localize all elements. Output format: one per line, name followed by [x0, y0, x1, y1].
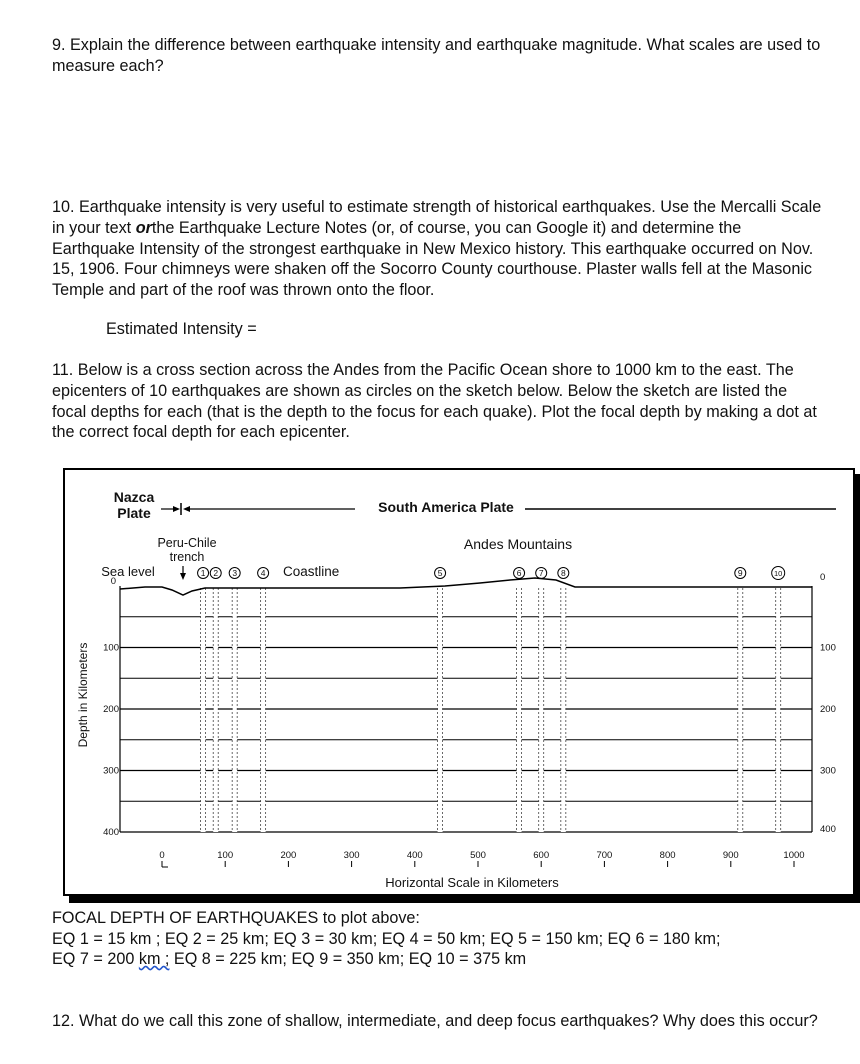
right-tick-0: 0: [820, 572, 826, 583]
column-gap-eq8: [561, 588, 566, 832]
south-america-plate-label: South America Plate: [378, 499, 514, 515]
x-tick-label-400: 400: [406, 850, 423, 861]
column-gap-eq1: [201, 588, 206, 832]
estimated-intensity-label: Estimated Intensity =: [106, 320, 257, 338]
column-gap-eq9: [738, 588, 743, 832]
column-gap-eq3: [232, 588, 237, 832]
question-10-text-b: the Earthquake Lecture Notes (or, of course, you can Google it) and determine the Earthquake Intensity of the strongest earthquake in New Mexico history. This earthquake occurred on Nov. 15, 1906. Four chimneys were shaken off the Socorro County courthouse. Plaster walls fell at the Masonic Temple and part of the roof was thrown onto the floor.: [52, 218, 814, 300]
or-emphasis: or: [135, 218, 152, 237]
x-tick-label-900: 900: [722, 850, 739, 861]
column-gap-eq6: [517, 588, 522, 832]
figure-frame: [64, 469, 854, 895]
question-9-text: 9. Explain the difference between earthquake intensity and earthquake magnitude. What scales are used to measure each?: [52, 36, 821, 75]
focal-depth-line-2b: EQ 8 = 225 km; EQ 9 = 350 km; EQ 10 = 375 km: [169, 950, 527, 968]
epicenter-number-eq8: 8: [560, 568, 566, 578]
x-tick-label-800: 800: [659, 850, 676, 861]
focal-depth-section: [52, 908, 822, 970]
question-10-text-a: 10. Earthquake intensity is very useful to estimate strength of historical earthquakes. Use the Mercalli Scale in your text: [52, 198, 822, 237]
epicenter-number-eq9: 9: [737, 568, 743, 578]
question-12-text: 12. What do we call this zone of shallow, intermediate, and deep focus earthquakes? Why does this occur?: [52, 1012, 818, 1030]
epicenter-number-eq1: 1: [200, 568, 206, 578]
x-tick-label-1000: 1000: [783, 850, 805, 861]
trench-label-2: trench: [169, 550, 205, 564]
x-tick-label-100: 100: [217, 850, 234, 861]
coastline-label: Coastline: [283, 564, 340, 579]
trench-label-1: Peru-Chile: [157, 536, 217, 550]
right-tick-400: 400: [820, 824, 836, 835]
x-tick-label-600: 600: [533, 850, 550, 861]
epicenter-number-eq5: 5: [437, 568, 443, 578]
focal-depth-heading: FOCAL DEPTH OF EARTHQUAKES to plot above:: [52, 909, 420, 927]
epicenter-number-eq3: 3: [232, 568, 238, 578]
column-gap-eq2: [213, 588, 218, 832]
column-gap-eq10: [776, 588, 781, 832]
x-axis-title: Horizontal Scale in Kilometers: [385, 875, 559, 890]
x-tick-label-300: 300: [343, 850, 360, 861]
nazca-label-1: Nazca: [113, 489, 155, 505]
x-tick-label-500: 500: [470, 850, 486, 861]
epicenter-number-eq10: 10: [774, 569, 783, 578]
focal-depth-line-1: EQ 1 = 15 km ; EQ 2 = 25 km; EQ 3 = 30 km; EQ 4 = 50 km; EQ 5 = 150 km; EQ 6 = 180 km;: [52, 929, 721, 948]
x-tick-label-200: 200: [280, 850, 297, 861]
left-tick-200: 200: [103, 704, 119, 715]
right-tick-100: 100: [820, 642, 836, 654]
left-tick-100: 100: [103, 642, 119, 654]
column-gap-eq7: [539, 588, 544, 832]
right-tick-200: 200: [820, 704, 836, 715]
sea-level-label: Sea level: [101, 564, 155, 579]
epicenter-number-eq6: 6: [516, 568, 522, 578]
epicenter-number-eq2: 2: [213, 568, 219, 578]
left-tick-0: 0: [110, 576, 116, 587]
x-tick-label-0: 0: [159, 850, 165, 861]
question-11-text: 11. Below is a cross section across the Andes from the Pacific Ocean shore to 1000 km to the east. The epicenters of 10 earthquakes are shown as circles on the sketch below. Below the sketch are listed the focal depths for each (that is the depth to the focus for each quake). Plot the focal depth by making a dot at the correct focal depth for each epicenter.: [52, 361, 817, 442]
focal-depth-line-2-underlined: km ;: [138, 950, 170, 968]
question-12: [52, 1011, 822, 1032]
nazca-label-2: Plate: [117, 505, 151, 521]
y-axis-title: Depth in Kilometers: [76, 642, 90, 748]
epicenter-number-eq7: 7: [538, 568, 544, 578]
column-gap-eq5: [438, 588, 443, 832]
epicenter-number-eq4: 4: [260, 568, 266, 578]
x-tick-label-700: 700: [596, 850, 613, 861]
focal-depth-line-2a: EQ 7 = 200: [52, 950, 139, 968]
andes-mountains-label: Andes Mountains: [463, 536, 573, 552]
column-gap-eq4: [261, 588, 266, 832]
right-tick-300: 300: [820, 765, 836, 777]
left-tick-400: 400: [103, 827, 119, 838]
left-tick-300: 300: [103, 765, 119, 777]
